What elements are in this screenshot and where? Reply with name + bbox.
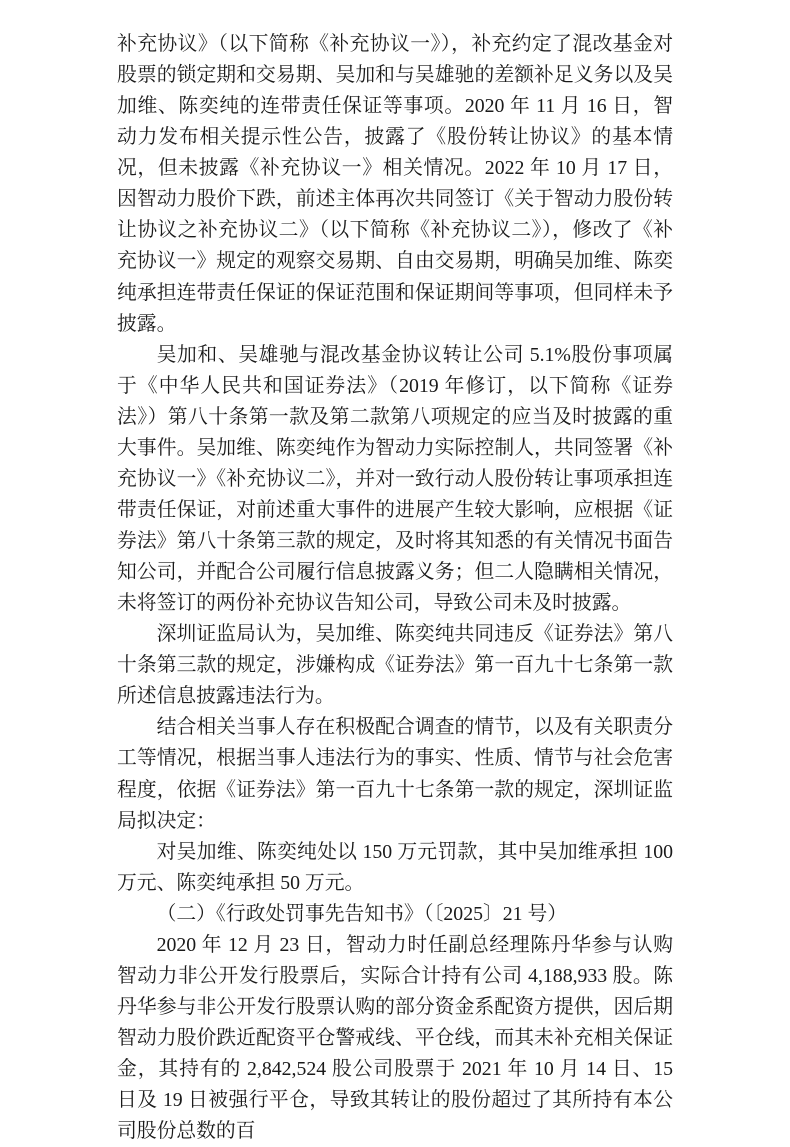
paragraph-penalty-basis: 结合相关当事人存在积极配合调查的情节，以及有关职责分工等情况，根据当事人违法行为的事实、性质、情节与社会危害程度，依据《证券法》第一百九十七条第一款的规定，深圳证监局拟决定： — [117, 716, 673, 832]
paragraph-chen-danhua-case: 2020 年 12 月 23 日，智动力时任副总经理陈丹华参与认购智动力非公开发行股票后，实际合计持有公司 4,188,933 股。陈丹华参与非公开发行股票认购的部分资金系配资方提供，因后期智动力股价跌近配资平仓警戒线、平仓线，而其未补充相关保证金，其持有的 2,842,524 股公司股票于 2021 年 10 月 14 日、15 日及 19 日被强行平仓，导致其转让的股份超过了其所持有本公司股份总数的百 — [117, 933, 673, 1143]
paragraph-supplementary-agreements: 补充协议》（以下简称《补充协议一》），补充约定了混改基金对股票的锁定期和交易期、吴加和与吴雄驰的差额补足义务以及吴加维、陈奕纯的连带责任保证等事项。2020 年 11 月 16 日，智动力发布相关提示性公告，披露了《股份转让协议》的基本情况，但未披露《补充协议一》相关情况。2022 年 10 月 17 日，因智动力股价下跌，前述主体再次共同签订《关于智动力股份转让协议之补充协议二》（以下简称《补充协议二》），修改了《补充协议一》规定的观察交易期、自由交易期，明确吴加维、陈奕纯承担连带责任保证的保证范围和保证期间等事项，但同样未予披露。 — [117, 33, 673, 335]
paragraph-regulator-finding: 深圳证监局认为，吴加维、陈奕纯共同违反《证券法》第八十条第三款的规定，涉嫌构成《证券法》第一百九十七条第一款所述信息披露违法行为。 — [117, 623, 673, 708]
paragraph-penalty-decision: 对吴加维、陈奕纯处以 150 万元罚款，其中吴加维承担 100 万元、陈奕纯承担 50 万元。 — [117, 840, 673, 894]
document-page — [117, 29, 673, 1147]
section-heading-notice-21: （二）《行政处罚事先告知书》（〔2025〕21 号） — [156, 902, 568, 925]
paragraph-disclosure-obligation: 吴加和、吴雄驰与混改基金协议转让公司 5.1%股份事项属于《中华人民共和国证券法》（2019 年修订，以下简称《证券法》）第八十条第一款及第二款第八项规定的应当及时披露的重大事件。吴加维、陈奕纯作为智动力实际控制人，共同签署《补充协议一》《补充协议二》，并对一致行动人股份转让事项承担连带责任保证，对前述重大事件的进展产生较大影响，应根据《证券法》第八十条第三款的规定，及时将其知悉的有关情况书面告知公司，并配合公司履行信息披露义务；但二人隐瞒相关情况，未将签订的两份补充协议告知公司，导致公司未及时披露。 — [117, 343, 673, 615]
